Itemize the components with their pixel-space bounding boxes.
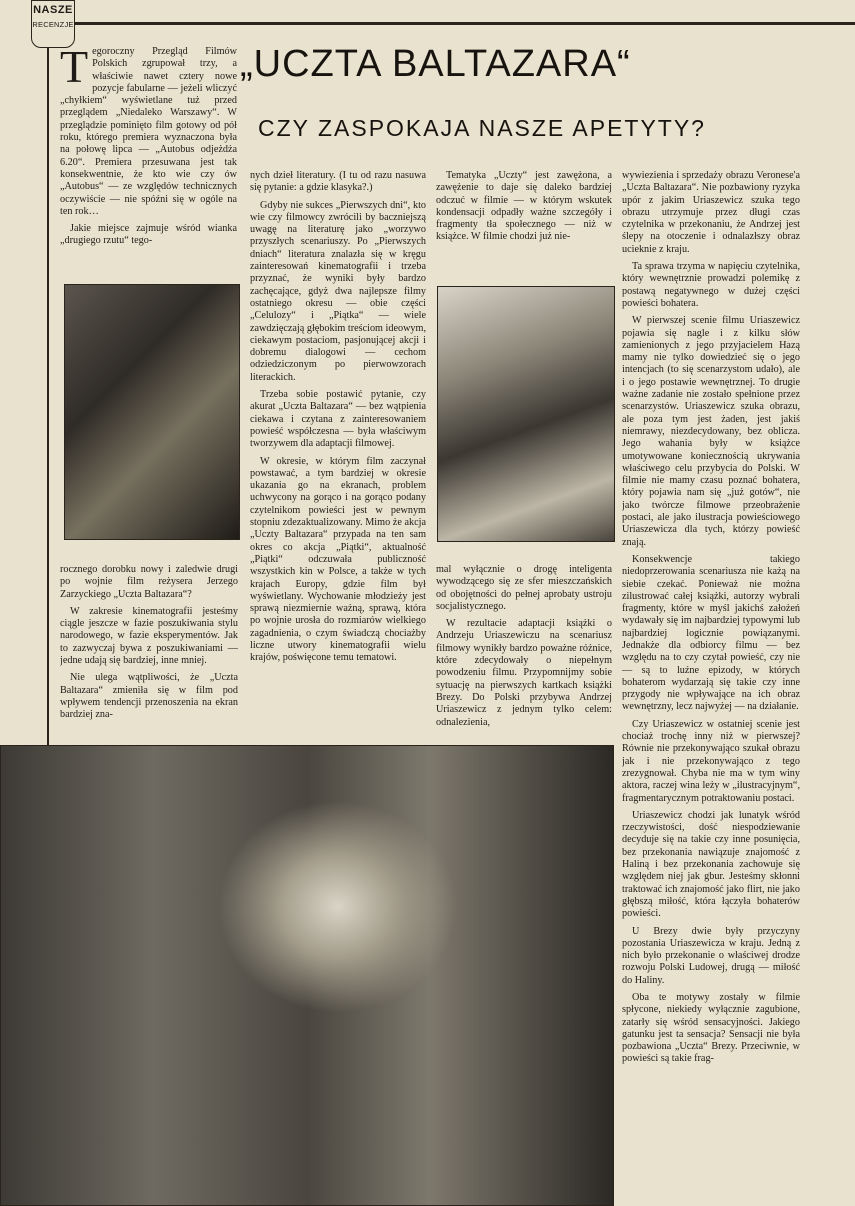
photo-actor-portrait xyxy=(64,284,240,540)
paragraph: Gdyby nie sukces „Pierwszych dni“, kto wie czy filmowcy zwrócili by baczniejszą uwagę na literaturę jako „worzywo przyszłych scenariuszy. Po „Pierwszych dniach“ literatura znalazła się w kręgu zainteresowań kinematografii i trzeba przyznać, że wyniki były bardzo zachęcające, gdyż dwa najlepsze filmy ostatniego okresu — obie części „Celulozy“ i „Piątka“ — wiele zawdzięczają głębokim treściom ideowym, ciekawym postaciom, pasjonującej akcji i dobremu dialogowi — cechom odziedziczonym po pierwowzorach literackich. xyxy=(250,199,426,383)
photo-film-still-office-scene xyxy=(0,745,614,1206)
paragraph: Uriaszewicz chodzi jak lunatyk wśród rzeczywistości, dość niespodziewanie decyduje się na takie czy inne posunięcia, bez przekonania nawiązuje znajomość z Haliną i bez przekonania zachowuje się względem niej jak gbur. Jesteśmy skłonni traktować ich znajomość jako flirt, nie jako głębszą miłość, która łączyła bohaterów powieści. xyxy=(622,809,800,920)
top-rule xyxy=(55,22,855,25)
paragraph: Czy Uriaszewicz w ostatniej scenie jest chociaż trochę inny niż w pierwszej? Równie nie przekonywająco szukał obrazu jak i nie przekonywająco z tego zrezygnował. Chyba nie ma w tym winy aktora, raczej wina leży w „ilustracyjnym“, fragmentarycznym potraktowaniu postaci. xyxy=(622,718,800,804)
logo-line2: RECENZJE xyxy=(32,20,74,29)
paragraph: wywiezienia i sprzedaży obrazu Veronese'a „Uczta Baltazara“. Nie pozbawiony ryzyka upór z jakim Uriaszewicz szuka tego obrazu utrzymuje przez długi czas czytelnika w przekonaniu, że Andrzej jest ślepy na otoczenie i odnalazłszy obraz ucieknie z kraju. xyxy=(622,170,800,255)
left-rule xyxy=(47,22,49,747)
paragraph: W zakresie kinematografii jesteśmy ciągle jeszcze w fazie poszukiwania stylu narodowego, w fazie eksperymentów. Jak to zazwyczaj bywa z poszukiwaniami — jedne udają się bardziej, inne mniej. xyxy=(60,605,238,667)
logo-line1: NASZE xyxy=(33,4,73,16)
article-title: „UCZTA BALTAZARA“ xyxy=(240,43,631,85)
paragraph: Konsekwencje takiego niedoprzerowania scenariusza nie każą na siebie czekać. Ponieważ nie można zilustrować całej książki, autorzy wybrali fragmenty, które w myśl jakichś założeń wydawały się im najbardziej typowymi lub najbardziej logicznie powiązanymi. Jednakże dla odbiorcy filmu — bez względu na to czy czytał powieść, czy nie — są to luźne epizody, w których bohaterom wydarzają się takie czy inne przygody nie wpływające na ich obraz wewnętrzny, lecz najwyżej — na działanie. xyxy=(622,553,800,713)
paragraph: W rezultacie adaptacji książki o Andrzeju Uriaszewiczu na scenariusz filmowy wynikły bardzo poważne różnice, które zdecydowały o niepełnym powodzeniu filmu. Przypomnijmy sobie sytuację na pierwszych kartkach książki Brezy. Do Polski przybywa Andrzej Uriaszewicz z jednym tylko celem: odnalezienia, xyxy=(436,618,612,728)
photo-couple-with-flowers xyxy=(437,286,615,542)
paragraph: U Brezy dwie były przyczyny pozostania Uriaszewicza w kraju. Jedną z nich było przekonanie o właściwej drodze rozwoju Polski Ludowej, drugą — miłość do Haliny. xyxy=(622,925,800,986)
article-subtitle: CZY ZASPOKAJA NASZE APETYTY? xyxy=(258,115,706,141)
intro-text: egoroczny Przegląd Filmów Polskich zgrupował trzy, a właściwie nawet cztery nowe pozycje fabularne — jeżeli wliczyć „chyłkiem“ wyświetlane tuż przed przeglądem „Niedaleko Warszawy“. W przeglądzie pominięto film gotowy od pół roku, którego premiera wyznaczona była na połowę lipca — „Autobus odjeżdża 6.20“. Premiera przesuwana jest tak konsekwentnie, że kto wie czy ów „Autobus“ — ze względów technicznych oczywiście — nie spóźni się w ogóle na ten rok… xyxy=(60,46,237,217)
paragraph: mal wyłącznie o drogę inteligenta wywodzącego się ze sfer mieszczańskich od obojętności do pełnej aprobaty ustroju socjalistycznego. xyxy=(436,564,612,612)
column-2 xyxy=(250,170,426,738)
drop-cap: T xyxy=(60,46,89,92)
column-1-top xyxy=(60,46,237,274)
paragraph: nych dzieł literatury. (I tu od razu nasuwa się pytanie: a gdzie klasyka?.) xyxy=(250,170,426,194)
paragraph: rocznego dorobku nowy i zaledwie drugi po wojnie film reżysera Jerzego Zarzyckiego „Uczta Baltazara“? xyxy=(60,564,238,600)
column-4 xyxy=(622,170,800,1202)
paragraph: Jakie miejsce zajmuje wśród wianka „drugiego rzutu“ tego- xyxy=(60,223,237,247)
column-1-bottom xyxy=(60,564,238,738)
paragraph: W okresie, w którym film zaczynał powstawać, a tym bardziej w okresie ukazania go na ekranach, problem uchwycony na gorąco i na gorąco podany czytelnikom powieści jest w pewnym stopniu zdezaktualizowany. Mimo że akcja „Uczty Baltazara“ przypada na ten sam okres co akcja „Piątki“, aktualność „Piątki“ odczuwała publiczność wszystkich kin w Polsce, a także w tych krajach Europy, gdzie film był wyświetlany. Wychowanie młodzieży jest sprawą niezmiernie ważną, sprawą, która po wojnie urosła do rozmiarów wielkiego zagadnienia, o czym świadczą chociażby liczne utwory kinematografii wielu krajów, poświęcone temu tematowi. xyxy=(250,455,426,664)
column-3-top xyxy=(436,170,612,278)
section-logo xyxy=(31,0,75,48)
paragraph: Tematyka „Uczty“ jest zawężona, a zawężenie to daje się daleko bardziej odczuć w filmie — w którym wskutek kondensacji odpadły ważne szczegóły i fragmenty tła społecznego — niż w książce. W filmie chodzi już nie- xyxy=(436,170,612,243)
column-3-bottom xyxy=(436,564,612,738)
paragraph: W pierwszej scenie filmu Uriaszewicz pojawia się nagle i z kilku słów zamienionych z jego przyjacielem Hazą mamy nie tylko dowiedzieć się o jego intencjach (to się scenarzystom udało), ale i o jego postawie wewnętrznej. To drugie ważne zadanie nie zostało spełnione przez scenarzystów. Uriaszewicz szuka obrazu, ale poza tym jest żaden, jest jakiś niemrawy, niezdecydowany, bez oblicza. Jego wahania były w książce umotywowane koniecznością ukrywania właściwego celu przybycia do Polski. W filmie nie mamy czasu poznać bohatera, który pojawia nam się „już gotów“, nie jako twórcze filmowe przeobrażenie postaci, ale jako ilustracja powieściowego Uriaszewicza dla tych, którzy powieść znają. xyxy=(622,315,800,548)
paragraph: Trzeba sobie postawić pytanie, czy akurat „Uczta Baltazara“ — bez wątpienia ciekawa i czytana z zainteresowaniem powieść współczesna — była właściwym tworzywem dla adaptacji filmowej. xyxy=(250,389,426,450)
paragraph: Nie ulega wątpliwości, że „Uczta Baltazara“ zmieniła się w film pod wpływem tendencji przenoszenia na ekran bardziej zna- xyxy=(60,672,238,721)
intro-paragraph xyxy=(60,46,237,218)
paragraph: Ta sprawa trzyma w napięciu czytelnika, który wewnętrznie prowadzi polemikę z postawą negatywnego w dużej części powieści bohatera. xyxy=(622,261,800,309)
paragraph: Oba te motywy zostały w filmie spłycone, niekiedy wyłącznie zagubione, zatarły się wśród sensacyjności. Jakiego gatunku jest ta sensacja? Sensacji nie była pozbawiona „Uczta“ Brezy. Przeciwnie, w powieści są takie frag- xyxy=(622,992,800,1065)
